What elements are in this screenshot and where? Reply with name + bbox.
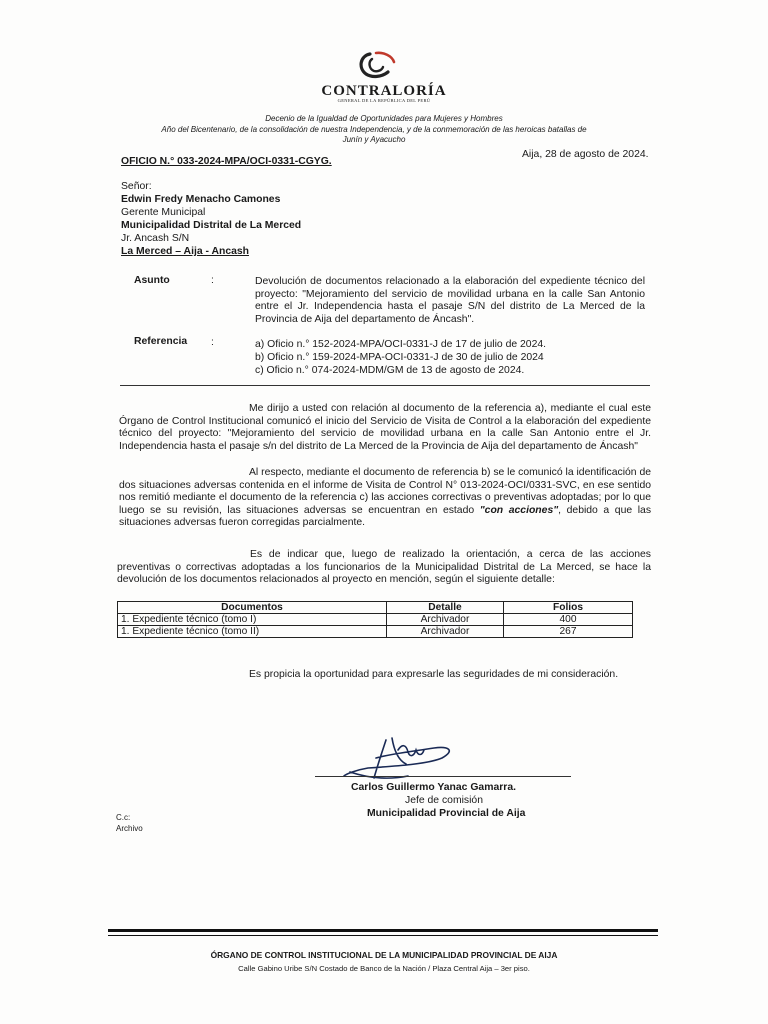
table-cell: 1. Expediente técnico (tomo I) xyxy=(118,614,387,626)
table-cell: Archivador xyxy=(387,626,504,638)
table-cell: 267 xyxy=(504,626,633,638)
salutation: Señor: xyxy=(121,181,152,192)
asunto-label: Asunto xyxy=(134,275,170,286)
column-header: Detalle xyxy=(387,602,504,614)
paragraph-3: Es de indicar que, luego de realizado la orientación, a cerca de las acciones preventivas o correctivas adoptadas a los funcionarios de la Municipalidad Distrital de La Merced, se hace la devolución de los documentos relacionados al proyecto en mención, según el siguiente detalle: xyxy=(117,549,651,585)
closing-text: Es propicia la oportunidad para expresarle las seguridades de mi consideración. xyxy=(249,669,619,680)
signature-line xyxy=(315,776,571,777)
paragraph-2 xyxy=(119,467,651,530)
footer-rule xyxy=(108,929,658,932)
column-header: Folios xyxy=(504,602,633,614)
asunto-text: Devolución de documentos relacionado a la elaboración del expediente técnico del proyecto: "Mejoramiento del servicio de movilidad urbana en la calle San Antonio entre el Jr. Independencia hasta el pasaje S/N del distrito de La Merced de la Provincia de Aija del departamento de Áncash". xyxy=(255,276,645,325)
brand-name: CONTRALORÍA xyxy=(321,83,447,99)
addressee-name: Edwin Fredy Menacho Camones xyxy=(121,194,281,205)
referencia-item: c) Oficio n.° 074-2024-MDM/GM de 13 de agosto de 2024. xyxy=(255,365,525,376)
footer-rule-thin xyxy=(108,935,658,936)
footer-title: ÓRGANO DE CONTROL INSTITUCIONAL DE LA MUNICIPALIDAD PROVINCIAL DE AIJA xyxy=(210,950,558,960)
documents-table xyxy=(117,601,633,638)
table-cell: 1. Expediente técnico (tomo II) xyxy=(118,626,387,638)
addressee-entity: Municipalidad Distrital de La Merced xyxy=(121,220,302,231)
letter-date: Aija, 28 de agosto de 2024. xyxy=(522,149,649,160)
addressee-city: La Merced – Aija - Ancash xyxy=(121,246,249,257)
column-header: Documentos xyxy=(118,602,387,614)
paragraph-2-emphasis: "con acciones" xyxy=(479,504,559,516)
table-row xyxy=(118,614,633,626)
signer-entity: Municipalidad Provincial de Aija xyxy=(367,808,526,819)
table-header-row xyxy=(118,602,633,614)
motto-line-3: Junín y Ayacucho xyxy=(342,135,406,144)
footer-address: Calle Gabino Uribe S/N Costado de Banco de la Nación / Plaza Central Aija – 3er piso. xyxy=(238,964,530,973)
cc-value: Archivo xyxy=(116,824,143,833)
table-cell: 400 xyxy=(504,614,633,626)
paragraph-2-text: Al respecto, mediante el documento de referencia b) se le comunicó la identificación de dos situaciones adversas contenida en el informe de Visita de Control N° 013-2024-OCI/0331-SVC, en ese sentido nos remitió mediante el documento de la referencia c) las acciones correctivas o preventivas adoptadas; por lo que luego se su revisión, las situaciones adversas se encuentran en estado xyxy=(119,467,651,516)
contraloria-logo-icon xyxy=(352,50,402,82)
table-cell: Archivador xyxy=(387,614,504,626)
signer-name: Carlos Guillermo Yanac Gamarra. xyxy=(351,782,516,793)
divider xyxy=(120,385,650,386)
referencia-colon: : xyxy=(211,337,214,348)
brand-subtitle: GENERAL DE LA REPÚBLICA DEL PERÚ xyxy=(337,98,431,103)
signer-role: Jefe de comisión xyxy=(405,795,483,806)
asunto-colon: : xyxy=(211,275,214,286)
referencia-label: Referencia xyxy=(134,336,188,347)
motto-line-2: Año del Bicentenario, de la consolidación de nuestra Independencia, y de la conmemoración de las heroicas batallas de xyxy=(161,125,587,134)
addressee-position: Gerente Municipal xyxy=(121,207,206,218)
cc-label: C.c: xyxy=(116,813,131,822)
referencia-item: a) Oficio n.° 152-2024-MPA/OCI-0331-J de 17 de julio de 2024. xyxy=(255,339,547,350)
oficio-number: OFICIO N.° 033-2024-MPA/OCI-0331-CGYG. xyxy=(121,156,332,167)
paragraph-2-text-end: , debido a que las situaciones adversas fueron corregidas parcialmente. xyxy=(119,504,652,528)
addressee-address: Jr. Ancash S/N xyxy=(121,233,190,244)
motto-line-1: Decenio de la Igualdad de Oportunidades para Mujeres y Hombres xyxy=(265,114,503,123)
table-row xyxy=(118,626,633,638)
paragraph-1: Me dirijo a usted con relación al documento de la referencia a), mediante el cual este Órgano de Control Institucional comunicó el inicio del Servicio de Visita de Control a la elaboración del expediente técnico del proyecto: "Mejoramiento del servicio de movilidad urbana en la calle San Antonio entre el Jr. Independencia hasta el pasaje s/n del distrito de La Merced de la Provincia de Aija del departamento de Áncash" xyxy=(119,403,651,452)
referencia-item: b) Oficio n.° 159-2024-MPA-OCI-0331-J de 30 de julio de 2024 xyxy=(255,352,544,363)
